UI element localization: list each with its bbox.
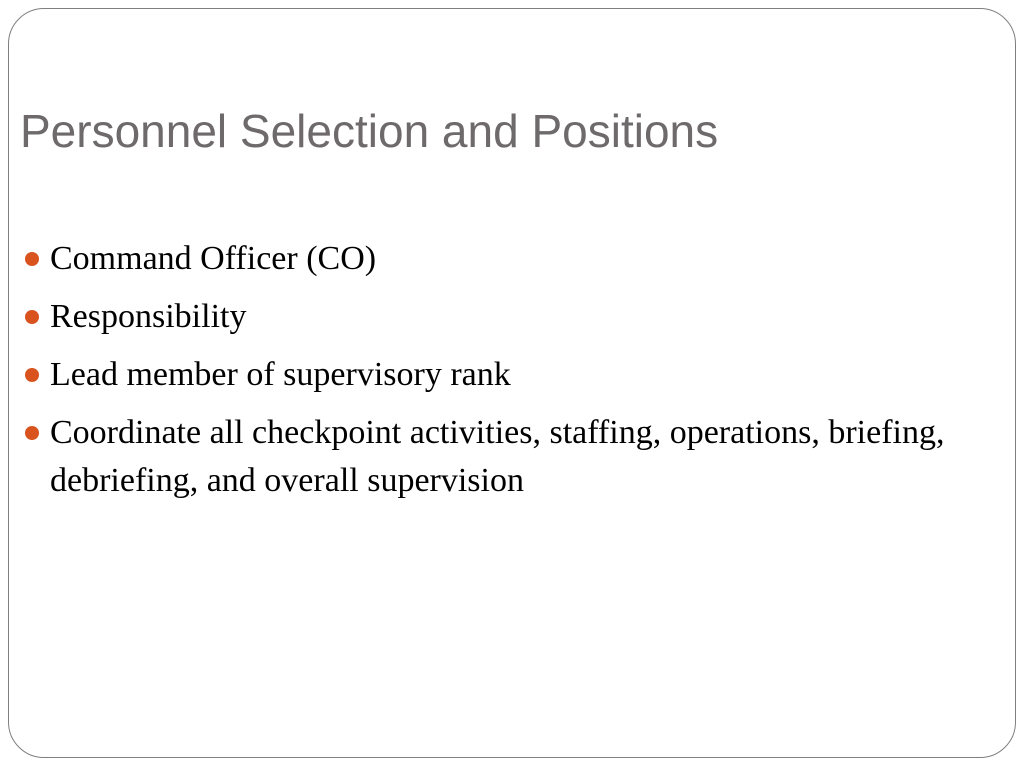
slide	[8, 8, 1016, 758]
bullet-dot-icon	[25, 252, 39, 266]
bullet-dot-icon	[25, 426, 39, 440]
bullet-text: Coordinate all checkpoint activities, staffing, operations, briefing, debriefing, and overall supervision	[50, 414, 945, 499]
bullet-item	[25, 235, 985, 283]
bullet-text: Lead member of supervisory rank	[50, 356, 511, 393]
bullet-item	[25, 293, 985, 341]
bullet-dot-icon	[25, 310, 39, 324]
bullet-text: Command Officer (CO)	[50, 240, 377, 277]
bullet-item	[25, 409, 985, 505]
bullet-list	[25, 235, 985, 515]
slide-title: Personnel Selection and Positions	[20, 105, 719, 157]
bullet-dot-icon	[25, 368, 39, 382]
bullet-item	[25, 351, 985, 399]
bullet-text: Responsibility	[50, 298, 247, 335]
